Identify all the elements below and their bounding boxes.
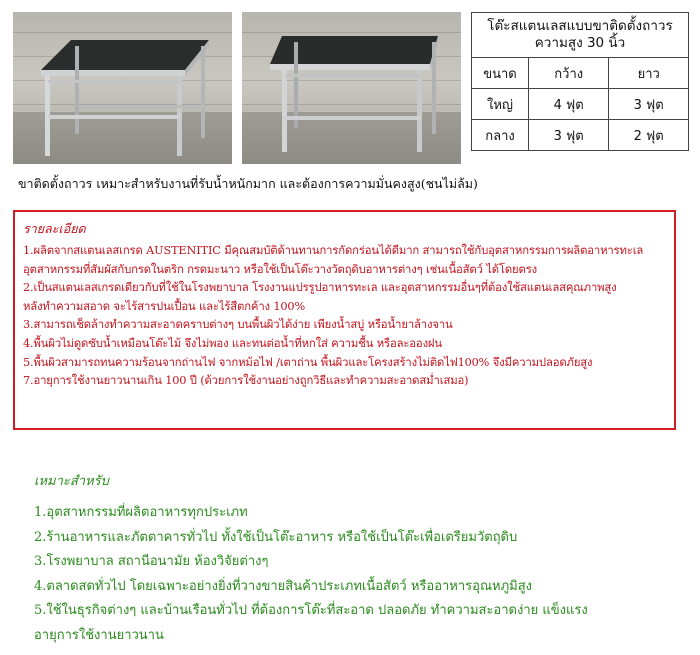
table-cell: 4 ฟุต (529, 89, 609, 120)
details-line: 3.สามารถเช็ดล้างทำความสะอาดคราบต่างๆ บนพื้นผิวได้ง่าย เพียงน้ำสบู่ หรือน้ำยาล้างจาน (23, 318, 453, 332)
spec-table-title (472, 13, 688, 58)
suitable-line: อายุการใช้งานยาวนาน (34, 627, 164, 643)
steel-table-photo-icon (242, 12, 461, 164)
spec-title-line2: ความสูง 30 นิ้ว (534, 35, 626, 51)
suitable-line: 2.ร้านอาหารและภัตตาคารทั่วไป ทั้งใช้เป็นโต๊ะอาหาร หรือใช้เป็นโต๊ะเพื่อเตรียมวัตถุดิบ (34, 529, 518, 545)
table-header-row (472, 58, 688, 89)
details-line: หลังทำความสอาด จะไร้สารปนเปื้อน และไร้สีตกค้าง 100% (23, 299, 306, 313)
table-cell: ใหญ่ (472, 89, 529, 120)
details-line: อุตสาหกรรมที่สัมผัสกับกรดในตริก กรดมะนาว หรือใช้เป็นโต๊ะวางวัตถุดิบอาหารต่างๆ เช่นเนื้อสัตว์ ได้โดยตรง (23, 262, 537, 276)
table-cell: 3 ฟุต (609, 89, 688, 120)
suitable-line: 4.ตลาดสดทั่วไป โดยเฉพาะอย่างยิ่งที่วางขายสินค้าประเภทเนื้อสัตว์ หรืออาหารอุณหภูมิสูง (34, 578, 533, 594)
product-photo-left (13, 12, 232, 164)
spec-title-line1: โต๊ะสแตนเลสแบบขาติดตั้งถาวร (487, 18, 673, 34)
suitable-line: 3.โรงพยาบาล สถานีอนามัย ห้องวิจัยต่างๆ (34, 554, 269, 570)
table-row (472, 120, 688, 151)
details-line: 2.เป็นสแตนเลสเกรดเดียวกับที่ใช้ในโรงพยาบาล โรงงานแปรรูปอาหารทะเล และอุตสาหกรรมอื่นๆที่ต้องใช้สแตนเลสคุณภาพสูง (23, 281, 617, 295)
suitable-line: 5.ใช้ในธุรกิจต่างๆ และบ้านเรือนทั่วไป ที่ต้องการโต๊ะที่สะอาด ปลอดภัย ทำความสะอาดง่าย แข็งแรง (34, 603, 588, 619)
details-line: 5.พื้นผิวสามารถทนความร้อนจากถ่านไฟ จากหม้อไฟ /เตาถ่าน พื้นผิวและโครงสร้างไม่ติดไฟ100% จึงมีความปลอดภัยสูง (23, 355, 593, 369)
table-cell: กลาง (472, 120, 529, 151)
details-heading: รายละเอียด (23, 221, 86, 236)
product-photo-right (242, 12, 461, 164)
details-line: 4.พื้นผิวไม่ดูดซับน้ำเหมือนโต๊ะไม้ จึงไม่พอง และทนต่อน้ำที่หกใส่ ความชื้น หรือละอองฝน (23, 336, 442, 350)
suitable-for-section (34, 470, 588, 649)
photo-caption: ขาติดตั้งถาวร เหมาะสำหรับงานที่รับน้ำหนักมาก และต้องการความมั่นคงสูง(ชนไม่ล้ม) (18, 176, 478, 191)
header-length: ยาว (609, 58, 688, 89)
steel-table-photo-icon (13, 12, 232, 164)
details-line: 7.อายุการใช้งานยาวนานเกิน 100 ปี (ด้วยการใช้งานอย่างถูกวิธีและทำความสะอาดสม่ำเสมอ) (23, 374, 469, 388)
table-cell: 3 ฟุต (529, 120, 609, 151)
table-row (472, 89, 688, 120)
header-width: กว้าง (529, 58, 609, 89)
suitable-heading: เหมาะสำหรับ (34, 474, 109, 489)
details-line: 1.ผลิตจากสแตนเลสเกรด AUSTENITIC มีคุณสมบัติด้านทานการกัดกร่อนได้ดีมาก สามารถใช้กับอุตสาหกรรมการผลิตอาหารทะเล (23, 244, 644, 257)
suitable-line: 1.อุตสาหกรรมที่ผลิตอาหารทุกประเภท (34, 505, 248, 520)
table-cell: 2 ฟุต (609, 120, 688, 151)
header-size: ขนาด (483, 66, 517, 82)
details-box (13, 210, 676, 430)
size-spec-table (471, 12, 689, 151)
